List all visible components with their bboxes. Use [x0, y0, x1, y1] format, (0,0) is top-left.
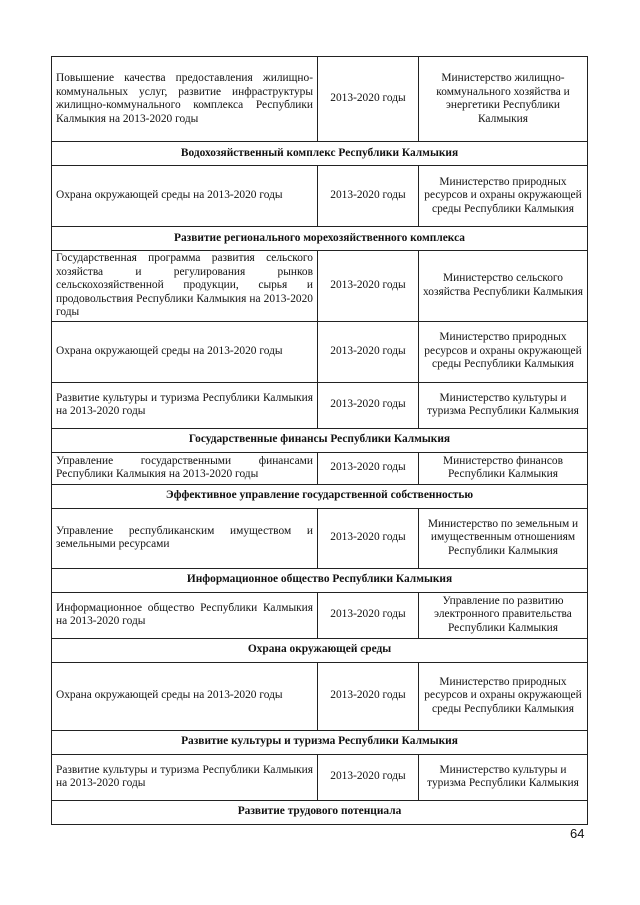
program-name: Охрана окружающей среды на 2013-2020 годы — [52, 166, 318, 227]
program-responsible: Министерство культуры и туризма Республики Калмыкия — [419, 754, 588, 800]
section-heading: Развитие регионального морехозяйственного комплекса — [52, 227, 588, 251]
section-heading-row — [52, 428, 588, 452]
program-row — [52, 382, 588, 428]
program-name: Охрана окружающей среды на 2013-2020 годы — [52, 321, 318, 382]
section-heading-row — [52, 800, 588, 824]
program-row — [52, 592, 588, 638]
program-period: 2013-2020 годы — [318, 754, 419, 800]
section-heading: Информационное общество Республики Калмыкия — [52, 568, 588, 592]
program-responsible: Министерство культуры и туризма Республики Калмыкия — [419, 382, 588, 428]
programs-table-body — [52, 57, 588, 825]
program-responsible: Министерство природных ресурсов и охраны окружающей среды Республики Калмыкия — [419, 662, 588, 730]
program-period: 2013-2020 годы — [318, 166, 419, 227]
section-heading: Развитие культуры и туризма Республики Калмыкия — [52, 730, 588, 754]
program-name: Управление республиканским имуществом и земельными ресурсами — [52, 508, 318, 568]
program-period: 2013-2020 годы — [318, 57, 419, 142]
program-row — [52, 452, 588, 484]
program-responsible: Министерство природных ресурсов и охраны окружающей среды Республики Калмыкия — [419, 321, 588, 382]
program-name: Развитие культуры и туризма Республики Калмыкия на 2013-2020 годы — [52, 382, 318, 428]
program-name: Развитие культуры и туризма Республики Калмыкия на 2013-2020 годы — [52, 754, 318, 800]
program-name: Информационное общество Республики Калмыкия на 2013-2020 годы — [52, 592, 318, 638]
section-heading: Развитие трудового потенциала — [52, 800, 588, 824]
program-row — [52, 508, 588, 568]
program-responsible: Министерство природных ресурсов и охраны окружающей среды Республики Калмыкия — [419, 166, 588, 227]
program-responsible: Министерство жилищно-коммунального хозяйства и энергетики Республики Калмыкия — [419, 57, 588, 142]
program-row — [52, 251, 588, 322]
program-row — [52, 754, 588, 800]
program-name: Охрана окружающей среды на 2013-2020 годы — [52, 662, 318, 730]
section-heading-row — [52, 730, 588, 754]
program-period: 2013-2020 годы — [318, 508, 419, 568]
program-row — [52, 321, 588, 382]
section-heading-row — [52, 638, 588, 662]
program-period: 2013-2020 годы — [318, 321, 419, 382]
section-heading-row — [52, 142, 588, 166]
section-heading-row — [52, 568, 588, 592]
section-heading-row — [52, 484, 588, 508]
program-responsible: Министерство по земельным и имущественным отношениям Республики Калмыкия — [419, 508, 588, 568]
program-row — [52, 662, 588, 730]
programs-table — [51, 56, 588, 825]
section-heading-row — [52, 227, 588, 251]
program-period: 2013-2020 годы — [318, 592, 419, 638]
program-period: 2013-2020 годы — [318, 382, 419, 428]
program-name: Государственная программа развития сельского хозяйства и регулирования рынков сельскохозяйственной продукции, сырья и продовольствия Республики Калмыкия на 2013-2020 годы — [52, 251, 318, 322]
section-heading: Охрана окружающей среды — [52, 638, 588, 662]
section-heading: Водохозяйственный комплекс Республики Калмыкия — [52, 142, 588, 166]
program-period: 2013-2020 годы — [318, 662, 419, 730]
section-heading: Эффективное управление государственной собственностью — [52, 484, 588, 508]
program-name: Повышение качества предоставления жилищно-коммунальных услуг, развитие инфраструктуры жилищно-коммунального комплекса Республики Калмыкия на 2013-2020 годы — [52, 57, 318, 142]
program-responsible: Управление по развитию электронного правительства Республики Калмыкия — [419, 592, 588, 638]
program-row — [52, 166, 588, 227]
program-responsible: Министерство сельского хозяйства Республики Калмыкия — [419, 251, 588, 322]
program-name: Управление государственными финансами Республики Калмыкия на 2013-2020 годы — [52, 452, 318, 484]
program-period: 2013-2020 годы — [318, 452, 419, 484]
section-heading: Государственные финансы Республики Калмыкия — [52, 428, 588, 452]
program-responsible: Министерство финансов Республики Калмыкия — [419, 452, 588, 484]
page-number: 64 — [570, 826, 585, 841]
program-row — [52, 57, 588, 142]
program-period: 2013-2020 годы — [318, 251, 419, 322]
